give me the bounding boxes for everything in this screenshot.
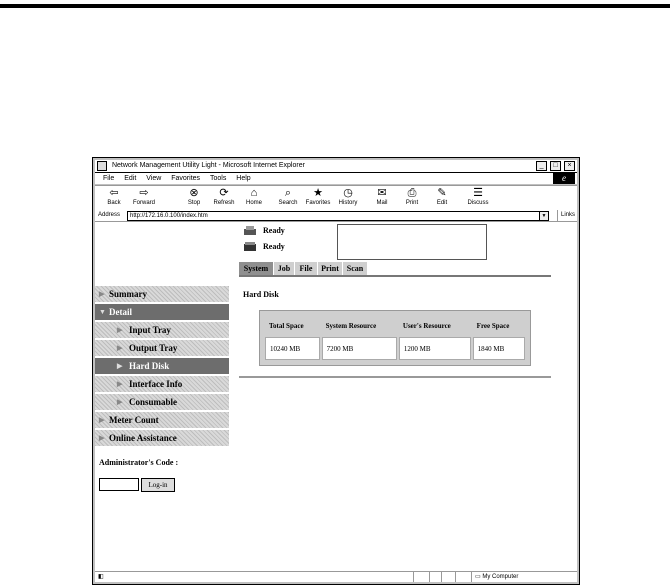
refresh-button[interactable]: ⟳ Refresh bbox=[211, 187, 237, 207]
scanner-status-row bbox=[243, 240, 333, 254]
back-icon: ⇦ bbox=[109, 187, 119, 199]
links-button[interactable]: Links bbox=[557, 210, 575, 221]
cell-users-resource: 1200 MB bbox=[399, 337, 471, 360]
printer-status-text: Ready bbox=[263, 226, 285, 235]
menu-view[interactable]: View bbox=[146, 175, 162, 182]
section-divider bbox=[239, 376, 551, 378]
header-system-resource: System Resource bbox=[322, 316, 397, 335]
search-button[interactable]: ⌕ Search bbox=[275, 187, 301, 207]
admin-code-input[interactable] bbox=[99, 478, 139, 491]
scanner-icon bbox=[243, 242, 257, 252]
favorites-icon: ★ bbox=[313, 187, 323, 199]
address-input[interactable]: http://172.16.0.100/index.htm bbox=[127, 211, 549, 221]
forward-button[interactable]: ⇨ Forward bbox=[132, 187, 155, 206]
nav-interface-info[interactable]: ▶ Interface Info bbox=[95, 376, 229, 392]
scanner-status-text: Ready bbox=[263, 242, 285, 251]
nav-output-tray[interactable]: ▶ Output Tray bbox=[95, 340, 229, 356]
arrow-icon: ▶ bbox=[99, 416, 105, 424]
menu-help[interactable]: Help bbox=[236, 175, 251, 182]
address-dropdown-icon[interactable]: ▼ bbox=[539, 211, 549, 221]
mail-button[interactable]: ✉ Mail bbox=[369, 187, 395, 207]
back-button[interactable]: ⇦ Back bbox=[101, 187, 127, 207]
nav-meter-count[interactable]: ▶ Meter Count bbox=[95, 412, 229, 428]
header-total-space: Total Space bbox=[265, 316, 320, 335]
nav-summary[interactable]: ▶ Summary bbox=[95, 286, 229, 302]
home-icon: ⌂ bbox=[250, 187, 258, 199]
stop-icon: ⊗ bbox=[189, 187, 199, 199]
printer-status-row bbox=[243, 224, 333, 238]
cell-total-space: 10240 MB bbox=[265, 337, 320, 360]
printer-icon bbox=[243, 226, 257, 236]
tab-underline bbox=[239, 275, 551, 277]
page-done-icon: ◧ bbox=[98, 574, 104, 580]
menu-tools[interactable]: Tools bbox=[210, 175, 227, 182]
favorites-button[interactable]: ★ Favorites bbox=[305, 187, 331, 206]
arrow-icon: ▶ bbox=[117, 380, 123, 388]
arrow-icon: ▶ bbox=[117, 398, 123, 406]
nav-online-assistance[interactable]: ▶ Online Assistance bbox=[95, 430, 229, 446]
toolbar bbox=[95, 185, 577, 211]
page-content bbox=[95, 222, 577, 573]
status-bar bbox=[95, 571, 577, 582]
browser-window bbox=[92, 157, 580, 585]
close-button[interactable]: × bbox=[564, 161, 575, 171]
tab-scan[interactable]: Scan bbox=[343, 262, 367, 275]
computer-icon: ▭ bbox=[475, 574, 481, 580]
discuss-icon: ☰ bbox=[473, 187, 483, 199]
window-title: Network Management Utility Light - Microsoft Internet Explorer bbox=[111, 162, 305, 169]
arrow-icon: ▶ bbox=[117, 326, 123, 334]
menu-file[interactable]: File bbox=[103, 175, 115, 182]
table-row bbox=[265, 337, 525, 360]
menu-edit[interactable]: Edit bbox=[124, 175, 137, 182]
arrow-down-icon: ▼ bbox=[99, 308, 106, 316]
print-icon: ⎙ bbox=[407, 187, 417, 199]
tab-file[interactable]: File bbox=[295, 262, 317, 275]
tab-job[interactable]: Job bbox=[274, 262, 294, 275]
search-icon: ⌕ bbox=[284, 187, 292, 199]
stop-button[interactable]: ⊗ Stop bbox=[181, 187, 207, 207]
menu-bar bbox=[95, 173, 577, 184]
table-header-row bbox=[265, 316, 525, 335]
edit-button[interactable]: ✎ Edit bbox=[429, 187, 455, 207]
minimize-button[interactable]: _ bbox=[536, 161, 547, 171]
status-message-box bbox=[337, 224, 487, 260]
mail-icon: ✉ bbox=[377, 187, 387, 199]
status-segment bbox=[441, 572, 442, 582]
menu-favorites[interactable]: Favorites bbox=[171, 175, 201, 182]
arrow-icon: ▶ bbox=[117, 344, 123, 352]
nav-hard-disk[interactable]: ▶ Hard Disk bbox=[95, 358, 229, 374]
edit-icon: ✎ bbox=[437, 187, 447, 199]
refresh-icon: ⟳ bbox=[219, 187, 229, 199]
header-users-resource: User's Resource bbox=[399, 316, 471, 335]
tab-system[interactable]: System bbox=[239, 262, 273, 275]
history-button[interactable]: ◷ History bbox=[335, 187, 361, 207]
arrow-icon: ▶ bbox=[99, 290, 105, 298]
title-bar bbox=[95, 160, 577, 173]
admin-code-label: Administrator's Code : bbox=[99, 458, 179, 467]
ie-logo-icon: e bbox=[553, 173, 575, 184]
arrow-icon: ▶ bbox=[117, 362, 123, 370]
nav-detail[interactable]: ▼ Detail bbox=[95, 304, 229, 320]
home-button[interactable]: ⌂ Home bbox=[241, 187, 267, 207]
address-label: Address bbox=[98, 212, 121, 218]
ie-page-icon bbox=[97, 161, 107, 171]
discuss-button[interactable]: ☰ Discuss bbox=[465, 187, 491, 207]
forward-icon: ⇨ bbox=[139, 187, 149, 199]
login-button[interactable]: Log-in bbox=[141, 478, 175, 492]
section-title: Hard Disk bbox=[243, 290, 279, 299]
maximize-button[interactable]: □ bbox=[550, 161, 561, 171]
cell-free-space: 1840 MB bbox=[473, 337, 525, 360]
status-segment bbox=[429, 572, 430, 582]
tab-print[interactable]: Print bbox=[318, 262, 342, 275]
sidebar bbox=[95, 286, 229, 448]
header-free-space: Free Space bbox=[473, 316, 525, 335]
zone-label: ▭ My Computer bbox=[471, 572, 518, 582]
hard-disk-table bbox=[259, 310, 531, 366]
print-button[interactable]: ⎙ Print bbox=[399, 187, 425, 207]
status-segment bbox=[413, 572, 414, 582]
history-icon: ◷ bbox=[343, 187, 353, 199]
address-bar bbox=[95, 210, 577, 222]
nav-input-tray[interactable]: ▶ Input Tray bbox=[95, 322, 229, 338]
nav-consumable[interactable]: ▶ Consumable bbox=[95, 394, 229, 410]
status-segment bbox=[455, 572, 456, 582]
arrow-icon: ▶ bbox=[99, 434, 105, 442]
cell-system-resource: 7200 MB bbox=[322, 337, 397, 360]
page-top-rule bbox=[0, 4, 670, 8]
